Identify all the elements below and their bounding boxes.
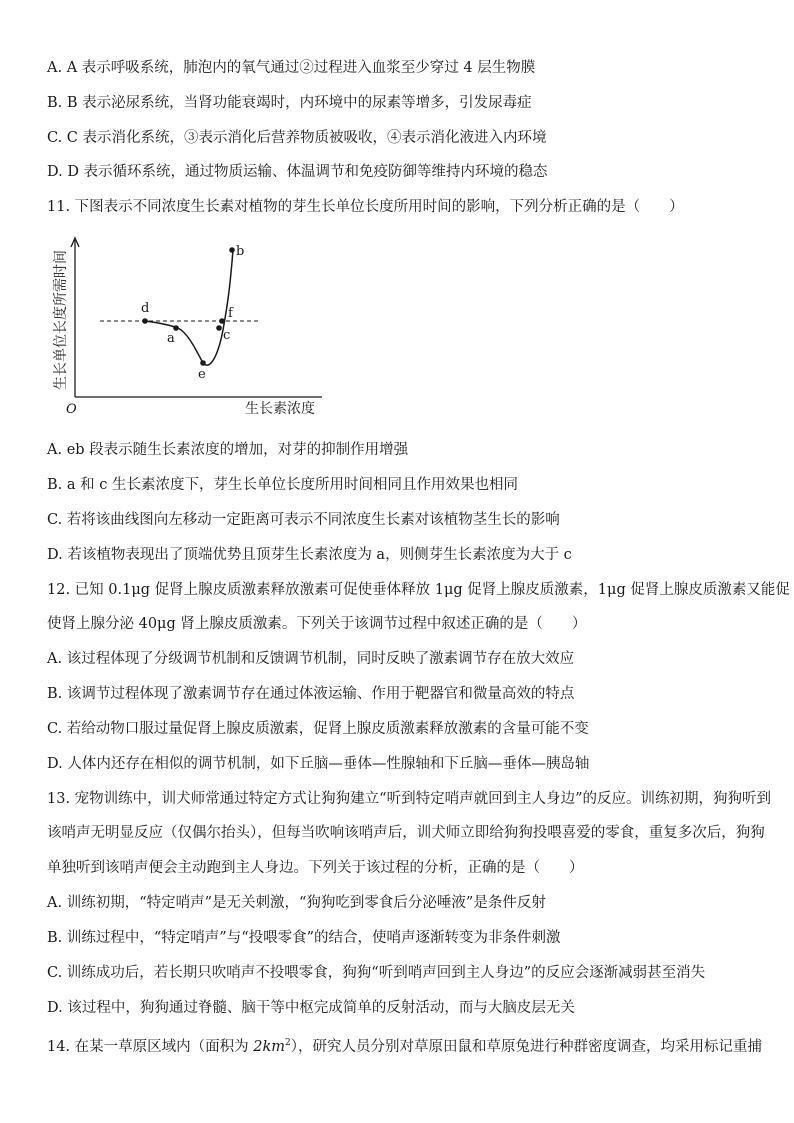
- q10-option-b: B. B 表示泌尿系统，当肾功能衰竭时，内环境中的尿素等增多，引发尿毒症: [47, 95, 532, 111]
- q11-option-c: C. 若将该曲线图向左移动一定距离可表示不同浓度生长素对该植物茎生长的影响: [47, 512, 560, 528]
- growth-time-graph: [53, 232, 340, 432]
- q12-option-a: A. 该过程体现了分级调节机制和反馈调节机制，同时反映了激素调节存在放大效应: [47, 651, 575, 667]
- label-a: a: [167, 331, 175, 346]
- point-b: [229, 247, 235, 253]
- q10-option-a: A. A 表示呼吸系统，肺泡内的氧气通过②过程进入血浆至少穿过 4 层生物膜: [47, 60, 536, 76]
- q13-option-d: D. 该过程中，狗狗通过脊髓、脑干等中枢完成简单的反射活动，而与大脑皮层无关: [47, 1000, 575, 1016]
- q14-stem-after: ），研究人员分别对草原田鼠和草原兔进行种群密度调查，均采用标记重捕: [290, 1039, 763, 1055]
- q12-stem-line-2: 使肾上腺分泌 40μg 肾上腺皮质激素。下列关于该调节过程中叙述正确的是（ ）: [47, 616, 587, 632]
- point-d: [142, 318, 148, 324]
- q13-stem-line-2: 该哨声无明显反应（仅偶尔抬头），但每当吹响该哨声后，训犬师立即给狗狗投喂喜爱的零食，重复多次后，狗狗: [47, 825, 765, 841]
- q12-stem-line-1: 12. 已知 0.1μg 促肾上腺皮质激素释放激素可促使垂体释放 1μg 促肾上腺皮质激素，1μg 促肾上腺皮质激素又能促: [47, 582, 790, 598]
- q13-option-c: C. 训练成功后，若长期只吹哨声不投喂零食，狗狗“听到哨声回到主人身边”的反应会逐渐减弱甚至消失: [47, 965, 706, 981]
- label-c: c: [223, 328, 231, 343]
- q13-stem-line-1: 13. 宠物训练中，训犬师常通过特定方式让狗狗建立“听到特定哨声就回到主人身边”的反应。训练初期，狗狗听到: [47, 791, 771, 807]
- q11-stem: 11. 下图表示不同浓度生长素对植物的芽生长单位长度所用时间的影响，下列分析正确的是（ ）: [47, 199, 684, 215]
- q14-area-exponent: 2: [285, 1038, 291, 1048]
- q11-option-b: B. a 和 c 生长素浓度下，芽生长单位长度所用时间相同且作用效果也相同: [47, 477, 518, 493]
- point-e: [200, 360, 206, 366]
- q14-stem: [47, 1033, 763, 1057]
- q11-option-d: D. 若该植物表现出了顶端优势且顶芽生长素浓度为 a，则侧芽生长素浓度为大于 c: [47, 547, 572, 563]
- label-f: f: [228, 306, 233, 321]
- y-axis-label: 生长单位长度所需时间: [53, 250, 69, 390]
- q10-option-d: D. D 表示循环系统，通过物质运输、体温调节和免疫防御等维持内环境的稳态: [47, 164, 548, 180]
- point-a: [173, 325, 179, 331]
- q13-stem-line-3: 单独听到该哨声便会主动跑到主人身边。下列关于该过程的分析，正确的是（ ）: [47, 860, 584, 876]
- point-c: [216, 325, 222, 331]
- q14-area-value: 2km: [253, 1039, 286, 1055]
- label-d: d: [141, 301, 150, 316]
- growth-curve: [145, 250, 233, 365]
- point-f: [219, 318, 225, 324]
- q14-stem-before: 14. 在某一草原区域内（面积为: [47, 1039, 254, 1055]
- q13-option-a: A. 训练初期，“特定哨声”是无关刺激，“狗狗吃到零食后分泌唾液”是条件反射: [47, 895, 546, 911]
- origin-label: O: [66, 402, 77, 417]
- q10-option-c: C. C 表示消化系统，③表示消化后营养物质被吸收，④表示消化液进入内环境: [47, 130, 547, 146]
- q12-option-b: B. 该调节过程体现了激素调节存在通过体液运输、作用于靶器官和微量高效的特点: [47, 686, 575, 702]
- q12-option-c: C. 若给动物口服过量促肾上腺皮质激素，促肾上腺皮质激素释放激素的含量可能不变: [47, 721, 589, 737]
- x-axis-label: 生长素浓度: [245, 401, 315, 417]
- q13-option-b: B. 训练过程中，“特定哨声”与“投喂零食”的结合，使哨声逐渐转变为非条件刺激: [47, 930, 561, 946]
- q12-option-d: D. 人体内还存在相似的调节机制，如下丘脑—垂体—性腺轴和下丘脑—垂体—胰岛轴: [47, 756, 590, 772]
- label-b: b: [236, 244, 245, 259]
- q11-option-a: A. eb 段表示随生长素浓度的增加，对芽的抑制作用增强: [47, 442, 409, 458]
- label-e: e: [198, 367, 206, 382]
